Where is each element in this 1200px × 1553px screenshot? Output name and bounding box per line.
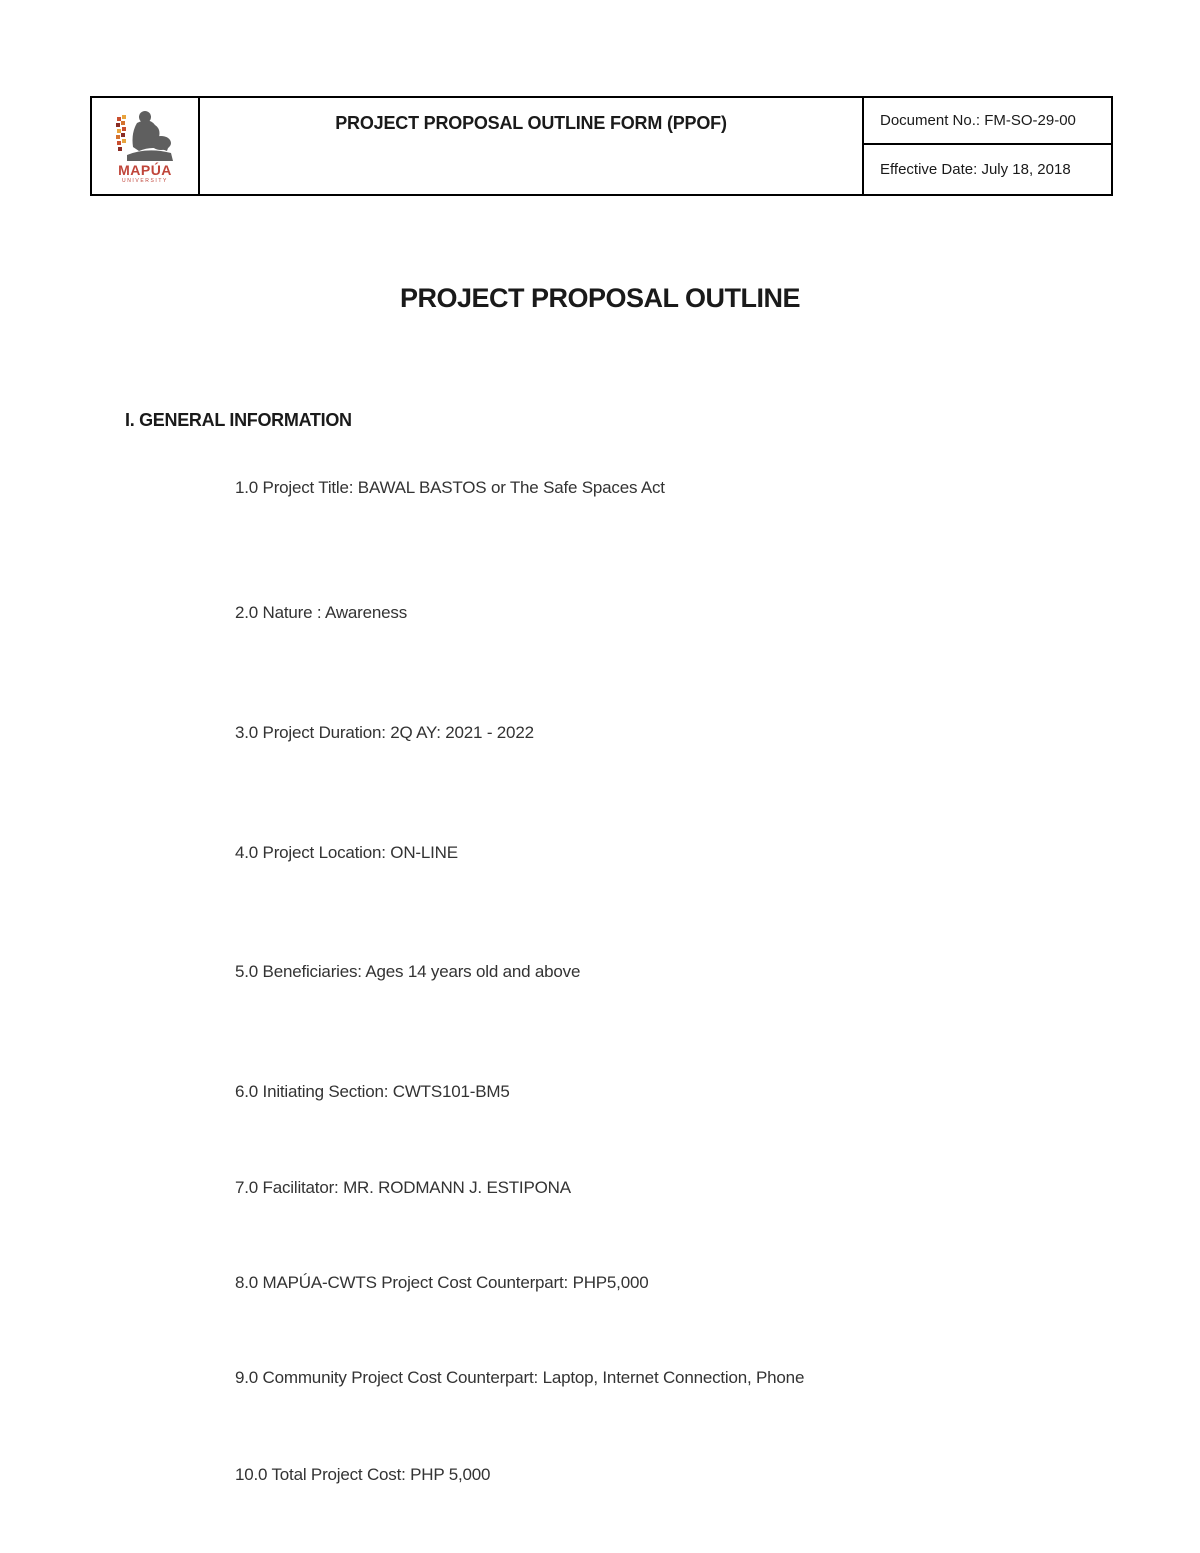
outline-item-project-title: 1.0 Project Title: BAWAL BASTOS or The Safe Spaces Act: [235, 478, 665, 497]
document-title: PROJECT PROPOSAL OUTLINE: [399, 283, 801, 313]
outline-item-facilitator: 7.0 Facilitator: MR. RODMANN J. ESTIPONA: [235, 1178, 571, 1197]
outline-item-initiating-section: 6.0 Initiating Section: CWTS101-BM5: [235, 1082, 510, 1101]
mapua-logo: [109, 109, 181, 184]
outline-item-project-duration: 3.0 Project Duration: 2Q AY: 2021 - 2022: [235, 723, 534, 742]
header-table: [90, 96, 1113, 196]
mapua-statue-icon: [109, 109, 181, 165]
outline-item-project-location: 4.0 Project Location: ON-LINE: [235, 843, 458, 862]
effective-date: Effective Date: July 18, 2018: [880, 161, 1071, 178]
outline-item-total-project-cost: 10.0 Total Project Cost: PHP 5,000: [235, 1465, 491, 1484]
logo-wordmark: MAPÚA: [118, 161, 172, 178]
document-number: Document No.: FM-SO-29-00: [864, 98, 1111, 145]
outline-item-nature: 2.0 Nature : Awareness: [235, 603, 407, 622]
outline-item-mapua-cwts-cost: 8.0 MAPÚA-CWTS Project Cost Counterpart: PHP5,000: [235, 1273, 649, 1292]
logo-subtext: UNIVERSITY: [121, 177, 168, 184]
header-meta-column: [864, 98, 1111, 194]
outline-item-community-cost: 9.0 Community Project Cost Counterpart: Laptop, Internet Connection, Phone: [235, 1368, 805, 1387]
section-heading-general-information: I. GENERAL INFORMATION: [125, 410, 352, 430]
form-title: PROJECT PROPOSAL OUTLINE FORM (PPOF): [200, 98, 864, 194]
logo-cell: [92, 98, 200, 194]
outline-item-beneficiaries: 5.0 Beneficiaries: Ages 14 years old and above: [235, 962, 581, 981]
